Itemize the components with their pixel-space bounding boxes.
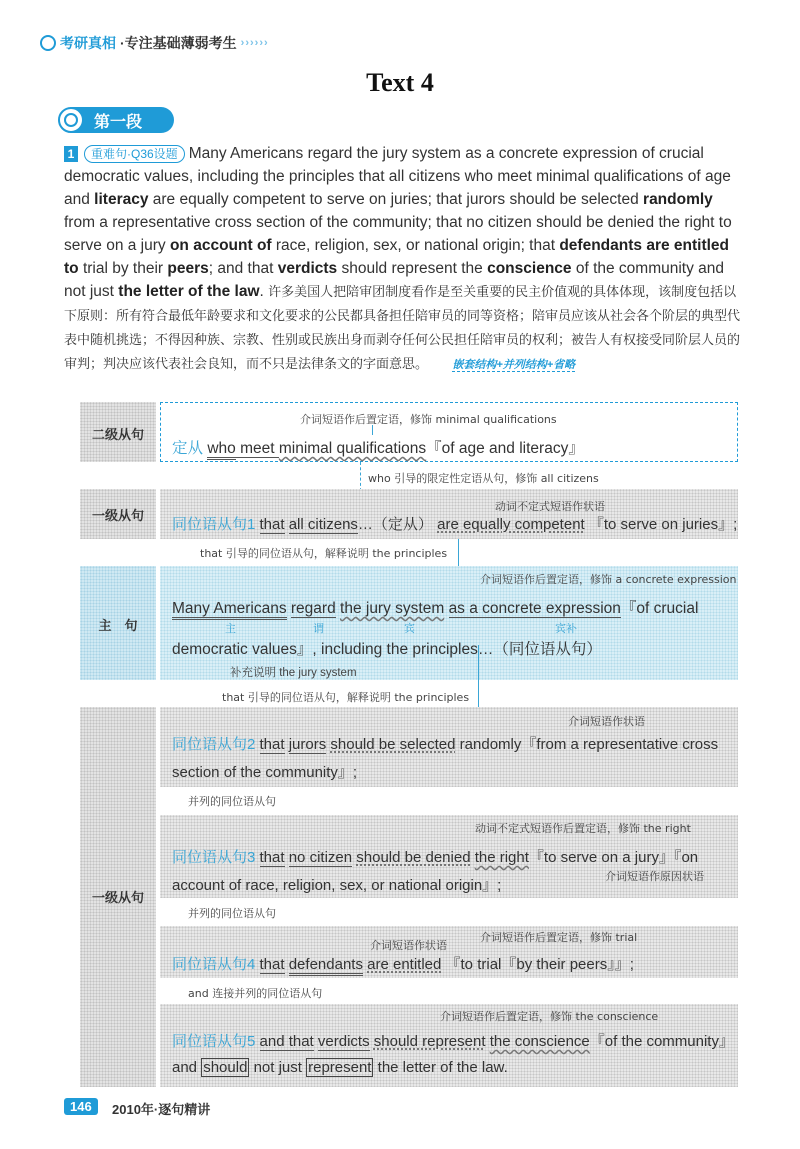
clause-prefix: 同位语从句2 bbox=[172, 736, 256, 753]
app2-pp2: section of the community』; bbox=[172, 764, 358, 781]
level1a-predicate: are equally competent bbox=[437, 516, 585, 533]
chinese-translation: 许多美国人把陪审团制度看作是至关重要的民主价值观的具体体现，该制度包括以下原则：所有符合最低年龄要求和文化要求的公民都具备担任陪审员的同等资格；陪审员应该从社会各个阶层的典型代表中随机挑选；不得因种族、宗教、性别或民族出身而剥夺任何公民担任陪审员的权利；被告人有权接受同阶层人员的审判；判决应该代表社会良知，而不只是法律条文的字面意思。 bbox=[64, 285, 741, 372]
role-subject: 主 bbox=[225, 622, 236, 635]
difficulty-tag: 重难句·Q36设题 bbox=[84, 145, 185, 163]
keyword: conscience bbox=[487, 260, 572, 277]
main-object: the jury system bbox=[340, 600, 445, 617]
role-complement: 宾补 bbox=[555, 622, 577, 635]
main-complement: as a concrete expression bbox=[448, 600, 621, 617]
main-subject: Many Americans bbox=[172, 600, 287, 620]
sentence-part: race, religion, sex, or national origin; that bbox=[271, 237, 560, 254]
app5-subject: verdicts bbox=[317, 1033, 370, 1050]
page-number: 146 bbox=[64, 1098, 98, 1115]
keyword: literacy bbox=[94, 191, 149, 208]
search-logo-icon bbox=[40, 35, 56, 51]
clause-prefix: 同位语从句4 bbox=[172, 956, 256, 973]
page-title: Text 4 bbox=[366, 68, 434, 97]
main-line-2 bbox=[172, 637, 602, 659]
arrow-line bbox=[372, 425, 373, 435]
sentence-part: Many Americans regard the jury system as a concrete expression of crucial democratic values, including the principles that all citizens who meet minimal qualifications of age and bbox=[64, 145, 731, 208]
app4-note2: 介词短语作状语 bbox=[370, 939, 447, 952]
main-rest: , including the principles…（同位语从句） bbox=[312, 641, 602, 658]
app5-and: and bbox=[172, 1059, 202, 1076]
app3-note2: 介词短语作原因状语 bbox=[605, 870, 704, 883]
app2-adverb: randomly bbox=[459, 736, 522, 753]
app5-not-just: not just bbox=[249, 1059, 307, 1076]
level1a-mid: …（定从） bbox=[357, 516, 433, 533]
arrows-decoration: ›››››› bbox=[240, 37, 269, 49]
level1a-note: 动词不定式短语作状语 bbox=[495, 500, 605, 513]
app2-note: 介词短语作状语 bbox=[568, 715, 645, 728]
keyword: on account of bbox=[169, 237, 272, 254]
app3-inf: 『to serve on a jury』 bbox=[528, 849, 674, 866]
app3-line-1 bbox=[172, 846, 698, 867]
conj-that: that bbox=[259, 956, 285, 973]
app5-represent: represent bbox=[308, 1059, 372, 1076]
app5-predicate: should represent bbox=[373, 1033, 486, 1050]
label-level1: 一级从句 bbox=[91, 508, 144, 523]
section-badge-label: 第一段 bbox=[94, 113, 143, 131]
label-main: 主 句 bbox=[98, 618, 138, 633]
level2-line bbox=[172, 436, 584, 458]
clause-prefix: 同位语从句3 bbox=[172, 849, 256, 866]
including-note: 补充说明 the jury system bbox=[230, 667, 357, 679]
app4-subject: defendants bbox=[289, 956, 363, 976]
sentence-part: . bbox=[259, 283, 269, 300]
app5-object: the conscience bbox=[489, 1033, 590, 1050]
level1a-below-note: that 引导的同位语从句，解释说明 the principles bbox=[200, 547, 448, 560]
app5-end: the letter of the law. bbox=[373, 1059, 508, 1076]
app2-line-2 bbox=[172, 761, 357, 782]
conj-and-that: and that bbox=[259, 1033, 314, 1050]
main-note: 介词短语作后置定语，修饰 a concrete expression bbox=[480, 573, 737, 586]
app3-object: the right bbox=[474, 849, 529, 866]
brand-slogan: ·专注基础薄弱考生 bbox=[120, 35, 237, 51]
app3-line-2 bbox=[172, 874, 501, 895]
role-verb: 谓 bbox=[313, 622, 324, 635]
app2-line-1 bbox=[172, 733, 718, 754]
keyword: defendants are entitled to bbox=[64, 237, 730, 277]
level2-object: minimal qualifications bbox=[278, 440, 427, 457]
sentence-number: 1 bbox=[64, 146, 78, 162]
english-sentence bbox=[64, 142, 740, 377]
app3-note: 动词不定式短语作后置定语，修饰 the right bbox=[475, 822, 691, 835]
sentence-part: trial by their bbox=[78, 260, 168, 277]
app5-should: should bbox=[203, 1059, 248, 1076]
clause-prefix: 同位语从句1 bbox=[172, 516, 256, 533]
app3-predicate: should be denied bbox=[356, 849, 471, 866]
brand-header bbox=[40, 33, 269, 53]
sentence-part: ; and that bbox=[208, 260, 278, 277]
footer-text: 2010年·逐句精讲 bbox=[112, 1102, 211, 1117]
app5-line-2 bbox=[172, 1059, 508, 1076]
app3-subject: no citizen bbox=[288, 849, 353, 866]
sentence-part: are equally competent to serve on juries; that jurors should be selected bbox=[148, 191, 644, 208]
app2-subject: jurors bbox=[288, 736, 327, 753]
keyword: randomly bbox=[643, 191, 713, 208]
level1a-inf: 『to serve on juries』; bbox=[588, 516, 738, 533]
role-object: 宾 bbox=[404, 622, 415, 635]
keyword: the letter of the law bbox=[118, 283, 260, 300]
level1a-subject: all citizens bbox=[288, 516, 358, 533]
main-below-note: that 引导的同位语从句，解释说明 the principles bbox=[222, 691, 470, 704]
conj-that: that bbox=[259, 516, 285, 533]
conj-that: that bbox=[259, 849, 285, 866]
level2-note: 介词短语作后置定语，修饰 minimal qualifications bbox=[300, 413, 557, 426]
app5-note: 介词短语作后置定语，修饰 the conscience bbox=[440, 1010, 659, 1023]
level2-below-note: who 引导的限定性定语从句，修饰 all citizens bbox=[368, 472, 599, 485]
keyword: verdicts bbox=[277, 260, 338, 277]
app4-line bbox=[172, 953, 634, 974]
search-badge-icon bbox=[58, 107, 84, 133]
app2-pp1: 『from a representative cross bbox=[521, 736, 719, 753]
app5-pp: 『of the community』 bbox=[589, 1033, 734, 1050]
main-line-1 bbox=[172, 596, 698, 618]
app2-predicate: should be selected bbox=[330, 736, 456, 753]
app4-note: 介词短语作后置定语，修饰 trial bbox=[480, 931, 638, 944]
main-pp2: democratic values』 bbox=[172, 641, 313, 658]
relative-who: who bbox=[207, 440, 235, 460]
keyword: peers bbox=[167, 260, 209, 277]
app2-below-note: 并列的同位语从句 bbox=[188, 795, 276, 808]
level2-pp: 『of age and literacy』 bbox=[426, 440, 584, 457]
app4-pp: 『to trial『by their peers』』; bbox=[445, 956, 634, 973]
structure-note: 嵌套结构+并列结构+省略 bbox=[452, 359, 576, 371]
app4-below-note: and 连接并列的同位语从句 bbox=[188, 987, 323, 1000]
app4-predicate: are entitled bbox=[367, 956, 442, 973]
conj-that: that bbox=[259, 736, 285, 753]
clause-prefix: 同位语从句5 bbox=[172, 1033, 256, 1050]
section-badge bbox=[60, 107, 174, 133]
app5-line-1 bbox=[172, 1030, 734, 1051]
sentence-part: of the community and not just bbox=[64, 260, 725, 300]
verb-meet: meet bbox=[235, 440, 279, 457]
main-verb: regard bbox=[290, 600, 336, 617]
sentence-part: should represent the bbox=[337, 260, 488, 277]
label-level1-b: 一级从句 bbox=[91, 890, 144, 905]
brand-name: 考研真相 bbox=[60, 35, 116, 51]
main-pp1: 『of crucial bbox=[620, 600, 699, 617]
clause-prefix: 定从 bbox=[172, 440, 204, 457]
label-level2: 二级从句 bbox=[91, 427, 144, 442]
app3-below-note: 并列的同位语从句 bbox=[188, 907, 276, 920]
level1a-line bbox=[172, 513, 737, 534]
sentence-part: from a representative cross section of the community; that no citizen should be denied the right to serve on a jury bbox=[64, 214, 732, 254]
app3-pp2: account of race, religion, sex, or national origin』; bbox=[172, 877, 502, 894]
app3-pp1: 『on bbox=[673, 849, 699, 866]
